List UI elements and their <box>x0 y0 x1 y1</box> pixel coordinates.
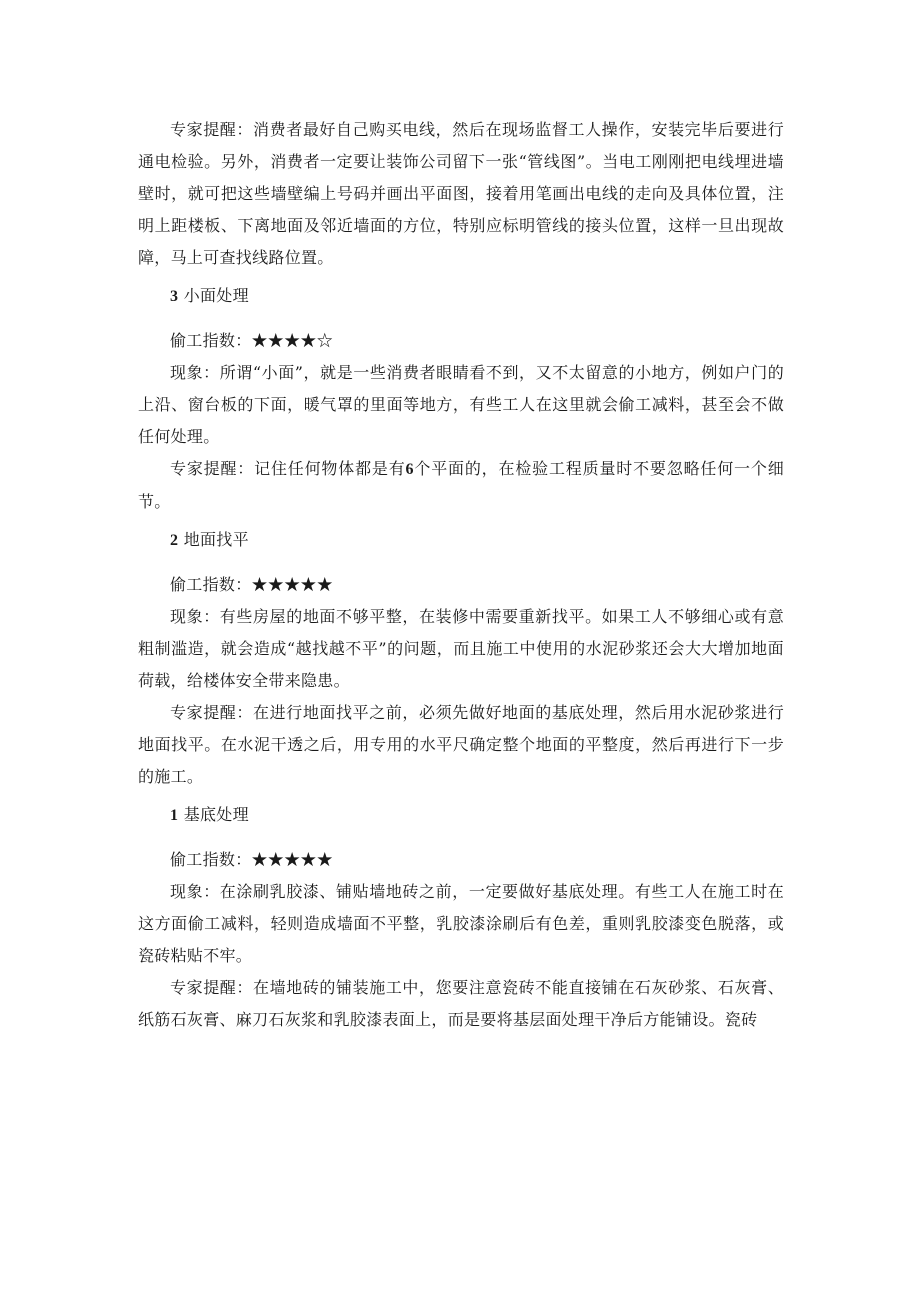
phenomenon-2: 现象：有些房屋的地面不够平整，在装修中需要重新找平。如果工人不够细心或有意粗制滥造，就会造成“越找越不平”的问题，而且施工中使用的水泥砂浆还会大大增加地面荷载，给楼体安全带来隐患。 <box>138 607 784 690</box>
theft-index-3: 偷工指数：★★★★☆ <box>170 331 334 350</box>
section-title: 地面找平 <box>183 530 249 549</box>
theft-index-2: 偷工指数：★★★★★ <box>170 575 334 594</box>
section-heading-1 <box>138 799 784 832</box>
expert-tip-1: 专家提醒：在墙地砖的铺装施工中，您要注意瓷砖不能直接铺在石灰砂浆、石灰膏、纸筋石灰膏、麻刀石灰浆和乳胶漆表面上，而是要将基层面处理干净后方能铺设。瓷砖 <box>138 978 784 1029</box>
section-title: 小面处理 <box>183 286 249 305</box>
phenomenon-1: 现象：在涂刷乳胶漆、铺贴墙地砖之前，一定要做好基底处理。有些工人在施工时在这方面偷工减料，轻则造成墙面不平整，乳胶漆涂刷后有色差，重则乳胶漆变色脱落，或瓷砖粘贴不牢。 <box>138 882 784 965</box>
section-heading-3 <box>138 280 784 313</box>
section-number: 2 <box>170 532 179 549</box>
tip-text: 个平面的，在检验工程质量时不要忽略任何一个细节。 <box>138 459 784 511</box>
expert-tip-3 <box>138 453 784 518</box>
section-number: 3 <box>170 288 179 305</box>
tip-text: 专家提醒：记住任何物体都是有 <box>170 459 406 478</box>
intro-expert-tip: 专家提醒：消费者最好自己购买电线，然后在现场监督工人操作，安装完毕后要进行通电检验。另外，消费者一定要让装饰公司留下一张“管线图”。当电工刚刚把电线埋进墙壁时，就可把这些墙壁编上号码并画出平面图，接着用笔画出电线的走向及具体位置，注明上距楼板、下离地面及邻近墙面的方位，特别应标明管线的接头位置，这样一旦出现故障，马上可查找线路位置。 <box>138 120 784 267</box>
section-heading-2 <box>138 524 784 557</box>
theft-index-1: 偷工指数：★★★★★ <box>170 850 334 869</box>
section-number: 1 <box>170 807 179 824</box>
section-title: 基底处理 <box>183 805 249 824</box>
tip-number: 6 <box>405 461 414 478</box>
phenomenon-3: 现象：所谓“小面”，就是一些消费者眼睛看不到，又不太留意的小地方，例如户门的上沿、窗台板的下面，暖气罩的里面等地方，有些工人在这里就会偷工减料，甚至会不做任何处理。 <box>138 363 784 446</box>
expert-tip-2: 专家提醒：在进行地面找平之前，必须先做好地面的基底处理，然后用水泥砂浆进行地面找平。在水泥干透之后，用专用的水平尺确定整个地面的平整度，然后再进行下一步的施工。 <box>138 703 784 786</box>
